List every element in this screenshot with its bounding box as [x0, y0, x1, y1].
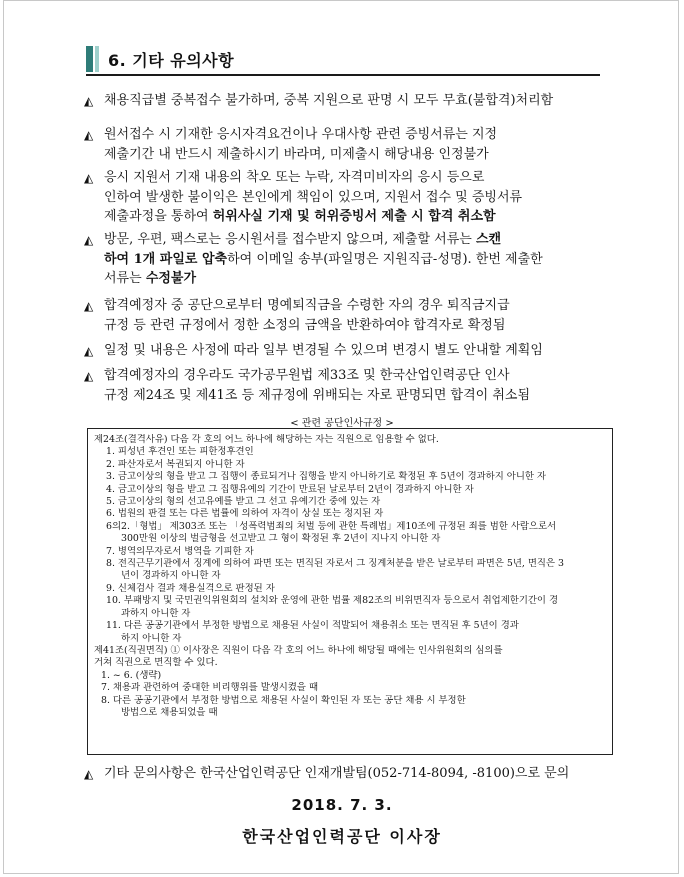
regulation-line: 년이 경과하지 아니한 자 — [121, 570, 221, 582]
note-text: 규정 제24조 및 제41조 등 제규정에 위배되는 자로 판명되면 합격이 취소됨 — [104, 387, 531, 403]
header-accent-bar-light — [95, 46, 99, 72]
regulation-line: 거쳐 직권으로 면직할 수 있다. — [94, 657, 218, 669]
triangle-bullet-icon: ◭ — [84, 128, 94, 142]
triangle-bullet-icon: ◭ — [84, 299, 94, 313]
note-item — [84, 341, 612, 361]
regulation-line: 11. 다른 공공기관에서 부정한 방법으로 채용된 사실이 적발되어 채용취소 또는 면직된 후 5년이 경과 — [106, 620, 519, 632]
regulation-line: 6. 법원의 판결 또는 다른 법률에 의하여 자격이 상실 또는 정지된 자 — [106, 508, 384, 520]
note-item — [84, 168, 612, 227]
note-text: 합격예정자의 경우라도 국가공무원법 제33조 및 한국산업인력공단 인사 — [104, 368, 510, 383]
note-text: 인하여 발생한 불이익은 본인에게 책임이 있으며, 지원서 접수 및 증빙서류 — [104, 189, 523, 205]
note-text: 규정 등 관련 규정에서 정한 소정의 금액을 반환하여야 합격자로 확정됨 — [104, 317, 506, 333]
law-box-title: < 관련 공단인사규정 > — [290, 418, 394, 429]
note-text: 채용직급별 중복접수 불가하며, 중복 지원으로 판명 시 모두 무효(불합격)처리함 — [104, 93, 554, 108]
regulation-line: 1. 피성년 후견인 또는 피한정후견인 — [106, 446, 254, 458]
note-text-emphasis: 허위사실 기재 및 허위증빙서 제출 시 합격 취소함 — [212, 209, 496, 224]
regulation-line: 제41조(직권면직) ① 이사장은 직원이 다음 각 호의 어느 하나에 해당될 때에는 인사위원회의 심의를 — [94, 644, 503, 656]
announcement-date: 2018. 7. 3. — [291, 796, 393, 814]
regulation-line: 9. 신체검사 결과 채용실격으로 판정된 자 — [106, 582, 275, 594]
note-item — [84, 296, 612, 335]
regulation-box — [87, 428, 613, 755]
regulation-line: 8. 다른 공공기관에서 부정한 방법으로 채용된 사실이 확인된 자 또는 공단 채용 시 부정한 — [101, 694, 466, 706]
triangle-bullet-icon: ◭ — [84, 369, 94, 383]
regulation-line: 제24조(결격사유) 다음 각 호의 어느 하나에 해당하는 자는 직원으로 임용할 수 없다. — [94, 434, 439, 445]
note-text: 서류는 — [104, 271, 146, 286]
regulation-line: 300만원 이상의 벌금형을 선고받고 그 형이 확정된 후 2년이 지나지 아니한 자 — [121, 533, 441, 545]
contact-note — [84, 764, 612, 783]
section-header — [86, 44, 600, 76]
regulation-line: 과하지 아니한 자 — [121, 607, 191, 619]
triangle-bullet-icon: ◭ — [84, 171, 94, 185]
triangle-bullet-icon: ◭ — [84, 94, 94, 108]
triangle-bullet-icon: ◭ — [84, 344, 94, 358]
note-item — [84, 366, 612, 405]
regulation-line: 2. 파산자로서 복권되지 아니한 자 — [106, 458, 245, 470]
regulation-line: 4. 금고이상의 형을 받고 그 집행유예의 기간이 만료된 날로부터 2년이 경과하지 아니한 자 — [106, 483, 474, 495]
note-text: 제출과정을 통하여 — [104, 209, 213, 224]
regulation-line: 5. 금고이상의 형의 선고유예를 받고 그 선고 유예기간 중에 있는 자 — [106, 496, 381, 508]
issuer-signature: 한국산업인력공단 이사장 — [242, 827, 442, 846]
header-accent-bar — [86, 46, 93, 72]
regulation-line: 7. 채용과 관련하여 중대한 비리행위를 발생시켰을 때 — [101, 682, 319, 694]
contact-text: 기타 문의사항은 한국산업인력공단 인재개발팀(052-714-8094, -8100)으로 문의 — [104, 766, 570, 781]
note-text-emphasis: 스캔 — [475, 232, 502, 247]
note-text-emphasis: 하여 1개 파일로 압축 — [104, 251, 228, 267]
regulation-line: 방법으로 채용되었을 때 — [121, 706, 218, 718]
note-text-emphasis: 수정불가 — [145, 271, 197, 286]
regulation-line: 7. 병역의무자로서 병역을 기피한 자 — [106, 545, 254, 557]
note-text: 하여 이메일 송부(파일명은 지원직급-성명). 한번 제출한 — [227, 251, 543, 267]
note-item — [84, 230, 612, 289]
section-title: 6. 기타 유의사항 — [108, 51, 235, 70]
regulation-line: 1. ~ 6. (생략) — [101, 669, 162, 681]
regulation-line: 10. 부패방지 및 국민권익위원회의 설치와 운영에 관한 법률 제82조의 비위면직자 등으로서 취업제한기간이 경 — [106, 595, 559, 607]
note-item — [84, 125, 612, 164]
note-text: 방문, 우편, 팩스로는 응시원서를 접수받지 않으며, 제출할 서류는 — [104, 232, 476, 247]
note-text: 합격예정자 중 공단으로부터 명예퇴직금을 수령한 자의 경우 퇴직금지급 — [104, 298, 510, 313]
regulation-line: 8. 전직근무기관에서 징계에 의하여 파면 또는 면직된 자로서 그 징계처분을 받은 날로부터 파면은 5년, 면직은 3 — [106, 558, 564, 570]
note-text: 일정 및 내용은 사정에 따라 일부 변경될 수 있으며 변경시 별도 안내할 계획임 — [104, 343, 543, 358]
note-text: 원서접수 시 기재한 응시자격요건이나 우대사항 관련 증빙서류는 지정 — [104, 127, 498, 142]
note-item — [84, 91, 612, 111]
triangle-bullet-icon: ◭ — [84, 233, 94, 247]
regulation-line: 3. 금고이상의 형을 받고 그 집행이 종료되거나 집행을 받지 아니하기로 확정된 후 5년이 경과하지 아니한 자 — [106, 471, 546, 483]
regulation-line: 6의2.「형법」 제303조 또는 「성폭력범죄의 처벌 등에 관한 특례법」제10조에 규정된 죄를 범한 사람으로서 — [106, 520, 557, 532]
note-text: 제출기간 내 반드시 제출하시기 바라며, 미제출시 해당내용 인정불가 — [104, 146, 489, 162]
note-text: 응시 지원서 기재 내용의 착오 또는 누락, 자격미비자의 응시 등으로 — [104, 170, 485, 185]
regulation-line: 하지 아니한 자 — [121, 632, 182, 644]
triangle-bullet-icon: ◭ — [84, 767, 94, 781]
